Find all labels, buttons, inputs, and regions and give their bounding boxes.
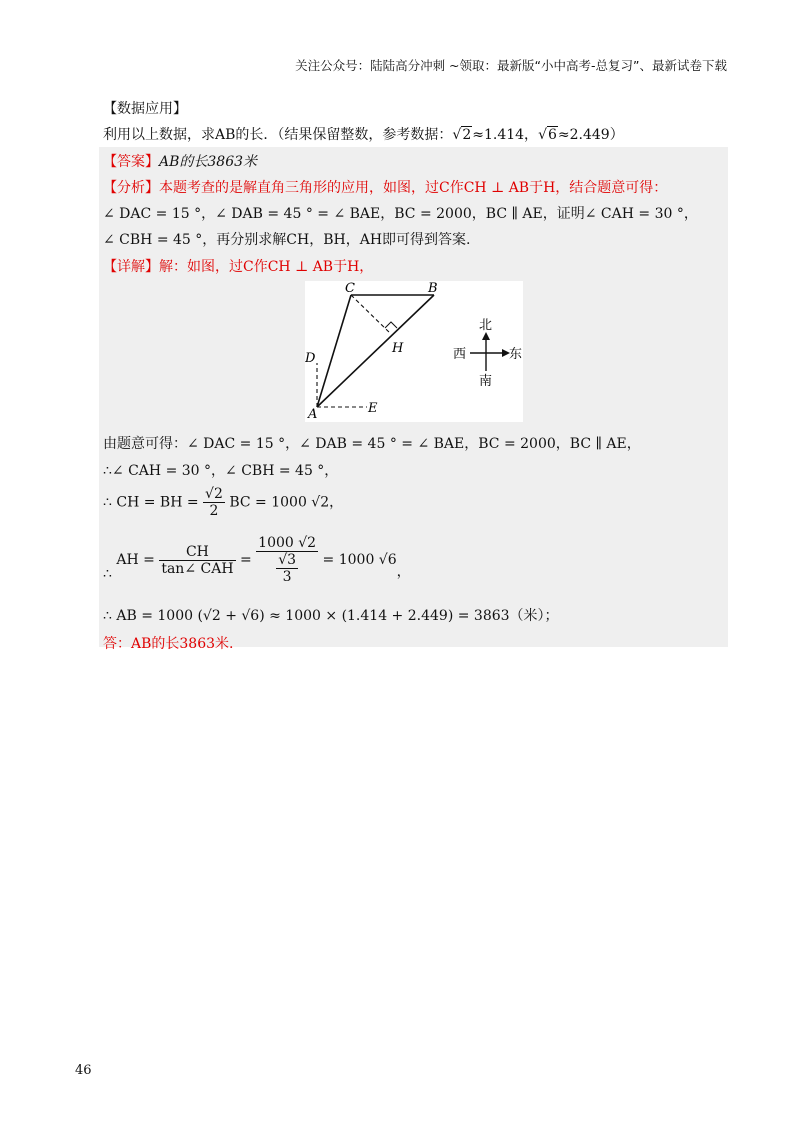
analysis-label: 【分析】 — [103, 180, 159, 196]
solution-line-4 — [103, 535, 411, 585]
triangle-diagram — [305, 281, 523, 422]
north-arrow-icon — [482, 332, 490, 340]
detail-text-1: 解：如图，过C作CH ⊥ AB于H， — [159, 259, 374, 275]
frac-tan: tan∠ CAH — [161, 560, 234, 577]
label-h: H — [392, 341, 404, 356]
fraction-1000sqrt2-over-sqrt3-3 — [256, 535, 318, 585]
fraction-sqrt2-over-2 — [203, 486, 225, 519]
answer-line — [103, 151, 257, 171]
question-text: 利用以上数据，求AB的长．（结果保留整数，参考数据：√2≈1.414，√6≈2.449） — [103, 127, 624, 143]
label-c: C — [345, 281, 355, 296]
analysis-line-3: ∠ CBH = 45 °，再分别求解CH，BH，AH即可得到答案. — [103, 232, 471, 248]
frac-den: 2 — [209, 503, 219, 519]
answer-text: AB的长3863米 — [159, 154, 258, 170]
frac-num: √2 — [205, 486, 223, 502]
label-e: E — [368, 401, 378, 416]
detail-line-1 — [103, 256, 373, 276]
label-d: D — [305, 351, 316, 366]
compass-east: 东 — [509, 347, 523, 362]
section-title: 【数据应用】 — [103, 101, 187, 117]
frac-1000sqrt2: 1000 √2 — [258, 535, 317, 551]
segment-ch-dashed — [351, 295, 391, 334]
line4-suffix: = 1000 √6 — [318, 552, 397, 568]
geometry-figure — [305, 281, 523, 422]
question-main: 利用以上数据，求AB的长．（结果保留整数，参考数据： — [103, 127, 453, 143]
detail-label: 【详解】 — [103, 259, 159, 275]
compass-north: 北 — [479, 318, 493, 333]
page-number: 46 — [75, 1063, 92, 1078]
solution-line-2: ∴∠ CAH = 30 °，∠ CBH = 45 °， — [103, 463, 339, 479]
approx1: ≈1.414， — [472, 127, 539, 143]
analysis-line-2: ∠ DAC = 15 °，∠ DAB = 45 ° = ∠ BAE，BC = 2000，BC ∥ AE，证明∠ CAH = 30 °， — [103, 206, 698, 222]
right-angle-mark — [385, 322, 397, 328]
sqrt2-value: 2 — [462, 127, 472, 143]
final-answer: 答：AB的长3863米. — [103, 636, 234, 652]
approx2: ≈2.449） — [557, 127, 624, 143]
label-a: A — [308, 407, 318, 422]
solution-line-5: ∴ AB = 1000 (√2 + √6) ≈ 1000 × (1.414 + 2.449) = 3863（米）； — [103, 608, 559, 624]
analysis-line-1 — [103, 177, 667, 197]
line4-prefix: AH = — [116, 552, 160, 568]
nested-fraction — [276, 552, 298, 585]
line3-prefix: ∴ CH = BH = — [103, 494, 204, 511]
solution-line-1: 由题意可得：∠ DAC = 15 °，∠ DAB = 45 ° = ∠ BAE，BC = 2000，BC ∥ AE， — [103, 436, 641, 452]
frac-ch: CH — [159, 544, 235, 561]
nested-den: 3 — [282, 569, 292, 585]
line4-eq: = — [235, 552, 257, 568]
line3-suffix: BC = 1000 √2， — [224, 494, 344, 511]
nested-num: √3 — [278, 552, 297, 568]
sqrt6-value: 6 — [547, 127, 557, 143]
therefore-symbol: ∴ — [103, 566, 112, 582]
compass-south: 南 — [479, 374, 493, 389]
analysis-text-1: 本题考查的是解直角三角形的应用，如图，过C作CH ⊥ AB于H，结合题意可得： — [159, 180, 668, 196]
fraction-ch-over-tan — [159, 544, 235, 577]
solution-line-3 — [103, 486, 343, 519]
compass-west: 西 — [453, 347, 467, 362]
answer-label: 【答案】 — [103, 154, 159, 170]
label-b: B — [428, 281, 438, 296]
line4-comma: ， — [396, 564, 411, 580]
page-header: 关注公众号：陆陆高分冲刺 ~领取：最新版“小中高考-总复习”、最新试卷下载 — [295, 58, 727, 73]
